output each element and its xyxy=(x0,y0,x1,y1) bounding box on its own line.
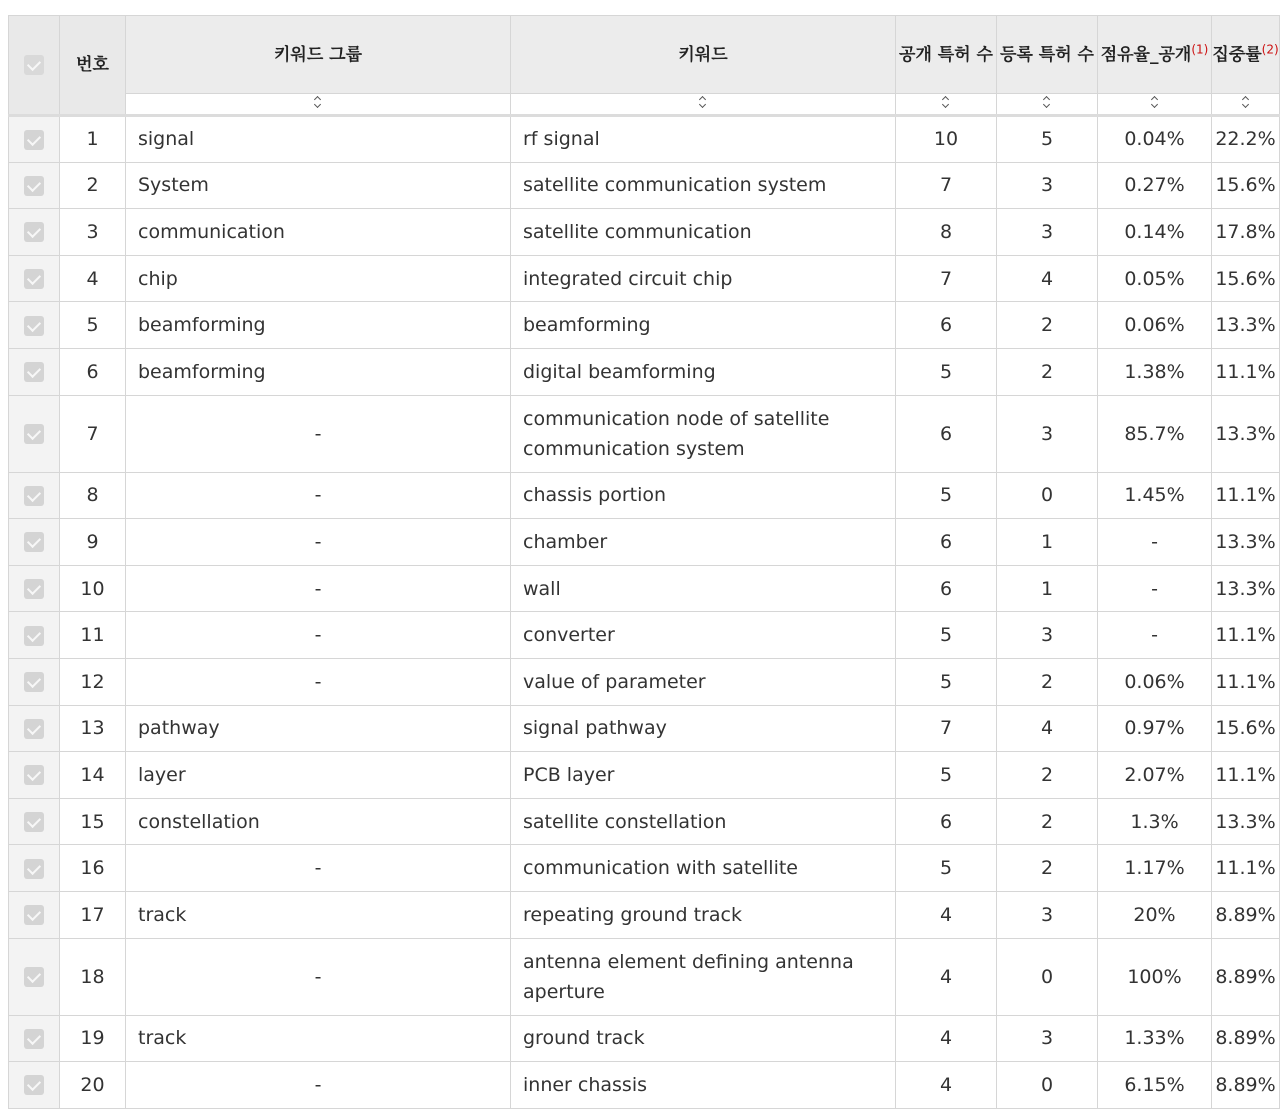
row-number: 2 xyxy=(60,162,126,209)
table-row[interactable] xyxy=(9,162,1280,209)
row-number: 17 xyxy=(60,891,126,938)
row-published-patents: 5 xyxy=(896,612,997,659)
row-select-cell xyxy=(9,116,60,163)
row-keyword: PCB layer xyxy=(511,752,896,799)
row-select-cell xyxy=(9,472,60,519)
row-keyword: satellite constellation xyxy=(511,798,896,845)
row-registered-patents: 0 xyxy=(997,472,1098,519)
row-keyword-group: layer xyxy=(126,752,511,799)
row-share-public: 0.04% xyxy=(1098,116,1212,163)
row-keyword: satellite communication xyxy=(511,209,896,256)
row-number: 14 xyxy=(60,752,126,799)
sort-share-public[interactable] xyxy=(1098,94,1212,116)
row-share-public: 100% xyxy=(1098,938,1212,1015)
row-concentration: 13.3% xyxy=(1212,395,1280,472)
row-number: 3 xyxy=(60,209,126,256)
row-checkbox[interactable] xyxy=(24,579,44,599)
row-registered-patents: 3 xyxy=(997,162,1098,209)
keyword-table xyxy=(8,15,1280,1109)
row-published-patents: 5 xyxy=(896,348,997,395)
row-concentration: 17.8% xyxy=(1212,209,1280,256)
row-number: 12 xyxy=(60,658,126,705)
row-keyword: satellite communication system xyxy=(511,162,896,209)
row-number: 18 xyxy=(60,938,126,1015)
row-registered-patents: 2 xyxy=(997,752,1098,799)
table-row[interactable] xyxy=(9,845,1280,892)
row-select-cell xyxy=(9,565,60,612)
table-row[interactable] xyxy=(9,798,1280,845)
sort-updown-icon[interactable] xyxy=(698,95,708,109)
row-checkbox[interactable] xyxy=(24,130,44,150)
row-share-public: - xyxy=(1098,519,1212,566)
row-share-public: 0.06% xyxy=(1098,302,1212,349)
table-row[interactable] xyxy=(9,519,1280,566)
table-row[interactable] xyxy=(9,1015,1280,1062)
row-number: 7 xyxy=(60,395,126,472)
header-published-patents[interactable]: 공개 특허 수 xyxy=(896,16,997,94)
row-select-cell xyxy=(9,798,60,845)
table-body xyxy=(9,116,1280,1109)
row-checkbox[interactable] xyxy=(24,765,44,785)
row-share-public: - xyxy=(1098,565,1212,612)
row-concentration: 13.3% xyxy=(1212,565,1280,612)
select-all-checkbox[interactable] xyxy=(24,55,44,75)
row-keyword-group: - xyxy=(126,472,511,519)
table-row[interactable] xyxy=(9,302,1280,349)
table-row[interactable] xyxy=(9,938,1280,1015)
row-published-patents: 10 xyxy=(896,116,997,163)
header-keyword[interactable]: 키워드 xyxy=(511,16,896,94)
row-checkbox[interactable] xyxy=(24,424,44,444)
row-keyword-group: - xyxy=(126,938,511,1015)
header-share-public-label: 점유율_공개 xyxy=(1100,44,1192,65)
row-registered-patents: 4 xyxy=(997,705,1098,752)
table-row[interactable] xyxy=(9,209,1280,256)
row-registered-patents: 3 xyxy=(997,209,1098,256)
row-share-public: 0.05% xyxy=(1098,255,1212,302)
row-published-patents: 6 xyxy=(896,395,997,472)
row-registered-patents: 1 xyxy=(997,519,1098,566)
table-row[interactable] xyxy=(9,891,1280,938)
row-select-cell xyxy=(9,845,60,892)
row-keyword: communication with satellite xyxy=(511,845,896,892)
table-row[interactable] xyxy=(9,658,1280,705)
row-share-public: 85.7% xyxy=(1098,395,1212,472)
row-select-cell xyxy=(9,1062,60,1109)
table-row[interactable] xyxy=(9,752,1280,799)
row-concentration: 15.6% xyxy=(1212,162,1280,209)
row-registered-patents: 2 xyxy=(997,302,1098,349)
header-concentration[interactable] xyxy=(1212,16,1280,94)
row-select-cell xyxy=(9,162,60,209)
row-checkbox[interactable] xyxy=(24,812,44,832)
row-checkbox[interactable] xyxy=(24,967,44,987)
row-concentration: 15.6% xyxy=(1212,705,1280,752)
row-keyword: signal pathway xyxy=(511,705,896,752)
row-checkbox[interactable] xyxy=(24,486,44,506)
row-share-public: 0.97% xyxy=(1098,705,1212,752)
row-concentration: 11.1% xyxy=(1212,752,1280,799)
row-keyword-group: - xyxy=(126,395,511,472)
row-concentration: 11.1% xyxy=(1212,472,1280,519)
sort-updown-icon[interactable] xyxy=(941,95,951,109)
row-keyword-group: - xyxy=(126,612,511,659)
row-published-patents: 7 xyxy=(896,255,997,302)
row-registered-patents: 4 xyxy=(997,255,1098,302)
row-select-cell xyxy=(9,658,60,705)
row-keyword: value of parameter xyxy=(511,658,896,705)
sort-keyword[interactable] xyxy=(511,94,896,116)
row-number: 10 xyxy=(60,565,126,612)
row-select-cell xyxy=(9,348,60,395)
sort-updown-icon[interactable] xyxy=(313,95,323,109)
row-select-cell xyxy=(9,705,60,752)
row-share-public: 6.15% xyxy=(1098,1062,1212,1109)
row-published-patents: 5 xyxy=(896,658,997,705)
table-row[interactable] xyxy=(9,565,1280,612)
row-keyword: beamforming xyxy=(511,302,896,349)
row-number: 5 xyxy=(60,302,126,349)
table-row[interactable] xyxy=(9,1062,1280,1109)
row-number: 13 xyxy=(60,705,126,752)
row-registered-patents: 5 xyxy=(997,116,1098,163)
row-checkbox[interactable] xyxy=(24,859,44,879)
select-all-cell xyxy=(9,16,60,116)
row-concentration: 11.1% xyxy=(1212,658,1280,705)
row-published-patents: 4 xyxy=(896,891,997,938)
row-keyword: ground track xyxy=(511,1015,896,1062)
table-row[interactable] xyxy=(9,612,1280,659)
row-concentration: 8.89% xyxy=(1212,1015,1280,1062)
row-share-public: 1.33% xyxy=(1098,1015,1212,1062)
sort-published-patents[interactable] xyxy=(896,94,997,116)
row-checkbox[interactable] xyxy=(24,672,44,692)
row-keyword: digital beamforming xyxy=(511,348,896,395)
row-concentration: 11.1% xyxy=(1212,612,1280,659)
row-published-patents: 4 xyxy=(896,1062,997,1109)
row-registered-patents: 0 xyxy=(997,1062,1098,1109)
row-keyword-group: chip xyxy=(126,255,511,302)
table-row[interactable] xyxy=(9,705,1280,752)
header-registered-patents[interactable]: 등록 특허 수 xyxy=(997,16,1098,94)
row-keyword-group: communication xyxy=(126,209,511,256)
row-concentration: 11.1% xyxy=(1212,348,1280,395)
row-number: 4 xyxy=(60,255,126,302)
row-registered-patents: 3 xyxy=(997,891,1098,938)
row-checkbox[interactable] xyxy=(24,176,44,196)
row-select-cell xyxy=(9,255,60,302)
row-checkbox[interactable] xyxy=(24,626,44,646)
header-share-public[interactable] xyxy=(1098,16,1212,94)
row-select-cell xyxy=(9,752,60,799)
row-share-public: 20% xyxy=(1098,891,1212,938)
row-keyword-group: track xyxy=(126,1015,511,1062)
row-keyword-group: beamforming xyxy=(126,348,511,395)
row-checkbox[interactable] xyxy=(24,532,44,552)
row-share-public: 1.38% xyxy=(1098,348,1212,395)
row-checkbox[interactable] xyxy=(24,1075,44,1095)
table-row[interactable] xyxy=(9,116,1280,163)
row-checkbox[interactable] xyxy=(24,905,44,925)
row-number: 1 xyxy=(60,116,126,163)
row-number: 19 xyxy=(60,1015,126,1062)
row-published-patents: 5 xyxy=(896,752,997,799)
header-concentration-label: 집중률 xyxy=(1212,44,1262,65)
row-checkbox[interactable] xyxy=(24,222,44,242)
row-registered-patents: 3 xyxy=(997,612,1098,659)
table-row[interactable] xyxy=(9,255,1280,302)
sort-updown-icon[interactable] xyxy=(1150,95,1160,109)
header-number[interactable]: 번호 xyxy=(60,16,126,116)
row-concentration: 13.3% xyxy=(1212,302,1280,349)
row-published-patents: 6 xyxy=(896,302,997,349)
row-select-cell xyxy=(9,209,60,256)
table-row[interactable] xyxy=(9,348,1280,395)
row-keyword: wall xyxy=(511,565,896,612)
row-keyword: repeating ground track xyxy=(511,891,896,938)
row-registered-patents: 2 xyxy=(997,658,1098,705)
row-keyword-group: - xyxy=(126,1062,511,1109)
row-keyword: rf signal xyxy=(511,116,896,163)
row-checkbox[interactable] xyxy=(24,362,44,382)
row-registered-patents: 0 xyxy=(997,938,1098,1015)
row-keyword: chassis portion xyxy=(511,472,896,519)
row-registered-patents: 3 xyxy=(997,1015,1098,1062)
sort-updown-icon[interactable] xyxy=(1241,95,1251,109)
table-row[interactable] xyxy=(9,472,1280,519)
row-concentration: 22.2% xyxy=(1212,116,1280,163)
row-keyword: antenna element defining antenna aperture xyxy=(511,938,896,1015)
row-concentration: 11.1% xyxy=(1212,845,1280,892)
row-keyword: communication node of satellite communication system xyxy=(511,395,896,472)
row-number: 11 xyxy=(60,612,126,659)
row-keyword-group: constellation xyxy=(126,798,511,845)
header-keyword-group[interactable]: 키워드 그룹 xyxy=(126,16,511,94)
row-keyword-group: - xyxy=(126,658,511,705)
row-share-public: 0.27% xyxy=(1098,162,1212,209)
row-published-patents: 8 xyxy=(896,209,997,256)
table-row[interactable] xyxy=(9,395,1280,472)
row-select-cell xyxy=(9,1015,60,1062)
row-share-public: 1.45% xyxy=(1098,472,1212,519)
sort-keyword-group[interactable] xyxy=(126,94,511,116)
row-registered-patents: 1 xyxy=(997,565,1098,612)
row-published-patents: 5 xyxy=(896,472,997,519)
row-published-patents: 7 xyxy=(896,705,997,752)
row-checkbox[interactable] xyxy=(24,269,44,289)
row-checkbox[interactable] xyxy=(24,316,44,336)
row-keyword-group: signal xyxy=(126,116,511,163)
row-published-patents: 7 xyxy=(896,162,997,209)
row-number: 20 xyxy=(60,1062,126,1109)
row-keyword: converter xyxy=(511,612,896,659)
row-concentration: 8.89% xyxy=(1212,938,1280,1015)
row-keyword-group: - xyxy=(126,519,511,566)
row-number: 9 xyxy=(60,519,126,566)
footnote-marker: (2) xyxy=(1261,41,1279,56)
table-header xyxy=(9,16,1280,116)
row-concentration: 15.6% xyxy=(1212,255,1280,302)
row-select-cell xyxy=(9,612,60,659)
row-keyword: chamber xyxy=(511,519,896,566)
row-keyword: inner chassis xyxy=(511,1062,896,1109)
row-published-patents: 6 xyxy=(896,519,997,566)
row-number: 8 xyxy=(60,472,126,519)
row-select-cell xyxy=(9,302,60,349)
row-published-patents: 6 xyxy=(896,798,997,845)
row-keyword: integrated circuit chip xyxy=(511,255,896,302)
row-keyword-group: beamforming xyxy=(126,302,511,349)
row-share-public: - xyxy=(1098,612,1212,659)
footnote-marker: (1) xyxy=(1191,41,1209,56)
row-registered-patents: 2 xyxy=(997,798,1098,845)
row-registered-patents: 3 xyxy=(997,395,1098,472)
row-registered-patents: 2 xyxy=(997,348,1098,395)
row-share-public: 0.06% xyxy=(1098,658,1212,705)
sort-registered-patents[interactable] xyxy=(997,94,1098,116)
row-published-patents: 6 xyxy=(896,565,997,612)
row-select-cell xyxy=(9,891,60,938)
row-number: 16 xyxy=(60,845,126,892)
row-concentration: 8.89% xyxy=(1212,891,1280,938)
row-checkbox[interactable] xyxy=(24,719,44,739)
row-keyword-group: - xyxy=(126,565,511,612)
row-published-patents: 5 xyxy=(896,845,997,892)
row-select-cell xyxy=(9,938,60,1015)
row-concentration: 13.3% xyxy=(1212,519,1280,566)
sort-updown-icon[interactable] xyxy=(1042,95,1052,109)
row-number: 15 xyxy=(60,798,126,845)
row-share-public: 0.14% xyxy=(1098,209,1212,256)
row-checkbox[interactable] xyxy=(24,1029,44,1049)
row-concentration: 13.3% xyxy=(1212,798,1280,845)
row-concentration: 8.89% xyxy=(1212,1062,1280,1109)
row-keyword-group: System xyxy=(126,162,511,209)
sort-concentration[interactable] xyxy=(1212,94,1280,116)
row-keyword-group: - xyxy=(126,845,511,892)
row-number: 6 xyxy=(60,348,126,395)
row-select-cell xyxy=(9,395,60,472)
row-keyword-group: pathway xyxy=(126,705,511,752)
row-published-patents: 4 xyxy=(896,1015,997,1062)
row-keyword-group: track xyxy=(126,891,511,938)
keyword-table-container xyxy=(8,15,1279,1109)
row-share-public: 2.07% xyxy=(1098,752,1212,799)
row-select-cell xyxy=(9,519,60,566)
row-registered-patents: 2 xyxy=(997,845,1098,892)
row-share-public: 1.3% xyxy=(1098,798,1212,845)
row-published-patents: 4 xyxy=(896,938,997,1015)
row-share-public: 1.17% xyxy=(1098,845,1212,892)
